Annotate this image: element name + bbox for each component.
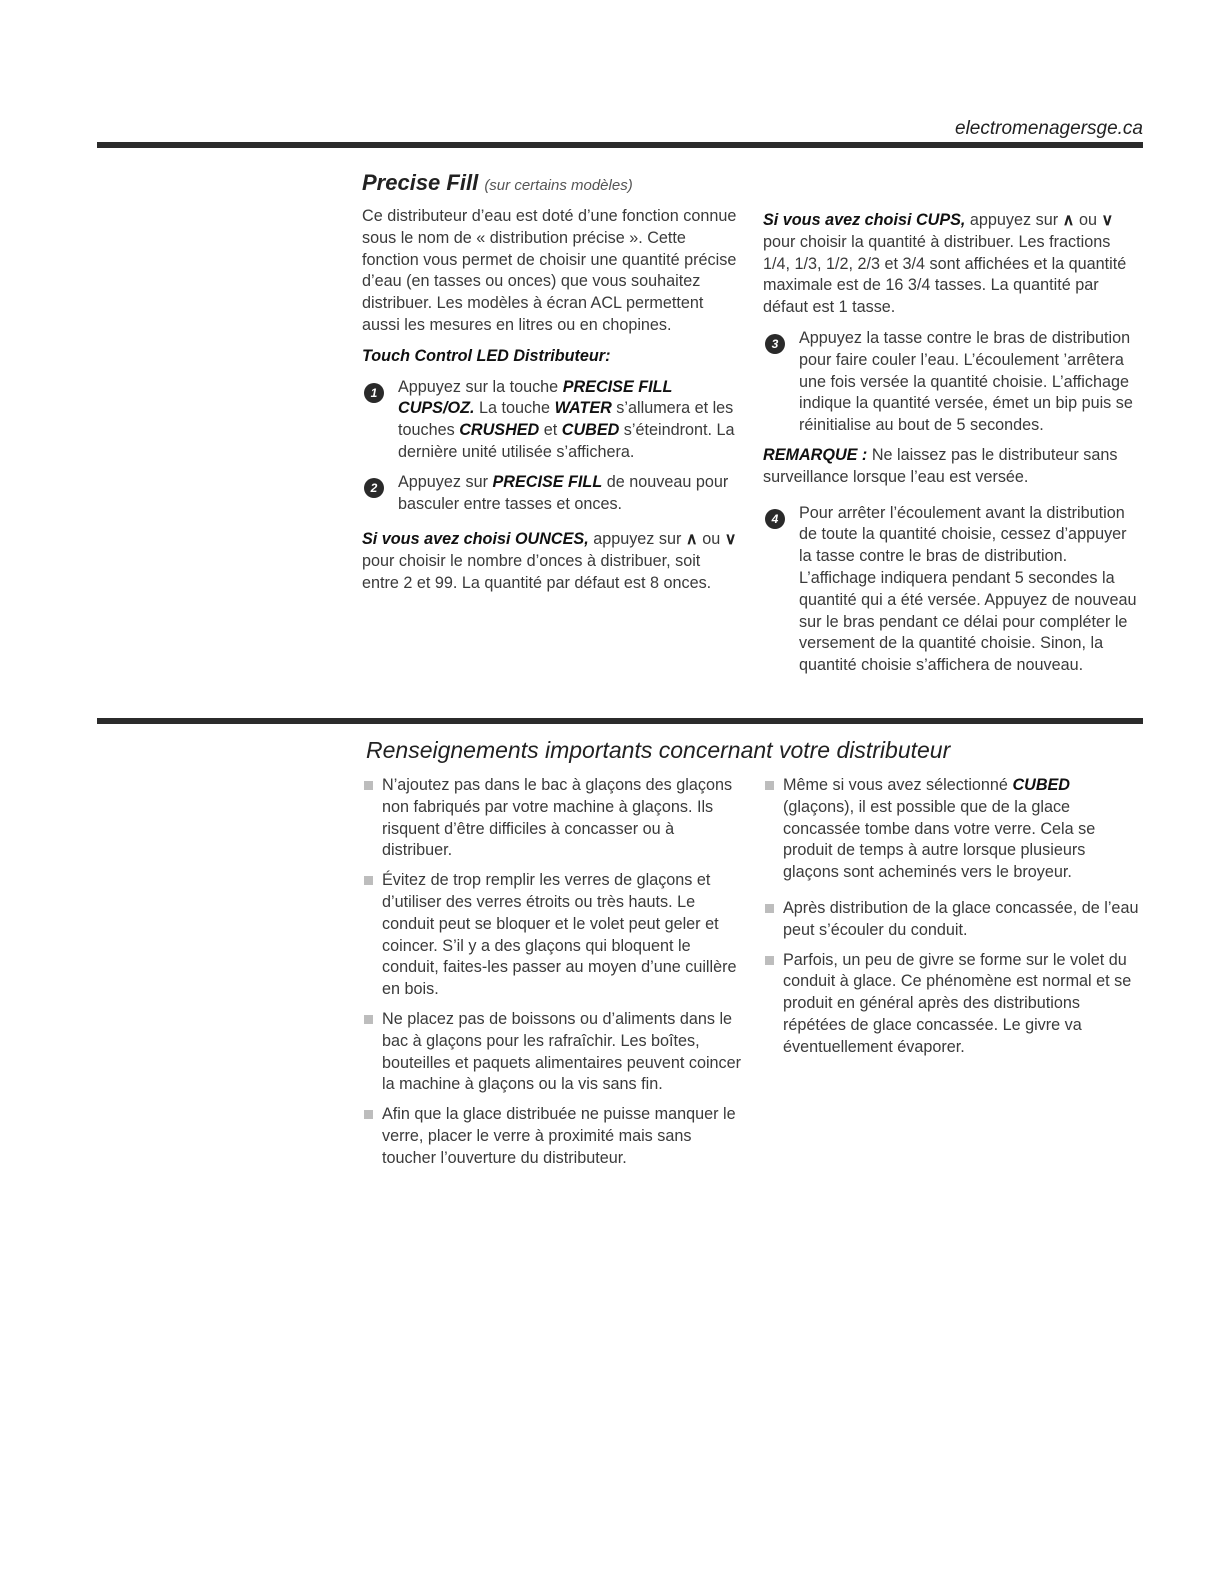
precise-fill-subtitle: (sur certains modèles) bbox=[484, 177, 633, 194]
list-item-text: Ne placez pas de boissons ou d’aliments dans le bac à glaçons pour les rafraîchir. Les boîtes, bouteilles et paquets alimentaires peuvent coincer la machine à glaçons ou la vis sans fin. bbox=[382, 1009, 742, 1094]
list-item bbox=[763, 950, 1141, 1059]
list-item-text: Parfois, un peu de givre se forme sur le volet du conduit à glace. Ce phénomène est normal et se produit en général après des distributions répétées de glace concassée. Le givre va éventuellement évaporer. bbox=[783, 950, 1132, 1056]
ounces-text: appuyez sur bbox=[588, 530, 686, 549]
site-url: electromenagersge.ca bbox=[955, 118, 1143, 139]
bullet-square-icon bbox=[765, 904, 774, 913]
step-2 bbox=[362, 472, 740, 516]
step-4 bbox=[763, 503, 1141, 677]
step-4-number-icon: 4 bbox=[765, 509, 785, 529]
list-item-text: (glaçons), il est possible que de la glace concassée tombe dans votre verre. Cela se produit de temps à autre lorsque plusieurs glaçons sont acheminés vers le broyeur. bbox=[783, 797, 1096, 882]
important-left-column bbox=[362, 775, 742, 1178]
cups-text: appuyez sur bbox=[965, 211, 1063, 229]
down-arrow-icon: ∨ bbox=[724, 530, 737, 549]
remark-label: REMARQUE : bbox=[763, 445, 868, 464]
step-2-text: de nouveau pour basculer entre tasses et onces. bbox=[398, 472, 729, 513]
ounces-text: pour choisir le nombre d’onces à distribuer, soit entre 2 et 99. La quantité par défaut est 8 onces. bbox=[362, 552, 712, 592]
step-1-text: s’éteindront. La dernière unité utilisée s’affichera. bbox=[398, 421, 735, 461]
cups-paragraph bbox=[763, 210, 1141, 319]
precise-fill-title: Precise Fill bbox=[362, 170, 479, 195]
step-4-text: Pour arrêter l’écoulement avant la distribution de toute la quantité choisie, cessez d’appuyer la tasse contre le bras de distribution. L’affichage indiquera pendant 5 secondes la quantité qui a été versée. Appuyez de nouveau sur le bras pendant ce délai pour compléter le versement de la quantité choisie. Sinon, la quantité choisie s’affichera de nouveau. bbox=[799, 503, 1137, 675]
important-right-column bbox=[763, 775, 1141, 1067]
step-2-number-icon: 2 bbox=[364, 478, 384, 498]
bullet-square-icon bbox=[364, 1110, 373, 1119]
step-1 bbox=[362, 377, 740, 464]
ounces-paragraph bbox=[362, 529, 740, 594]
key-cubed: CUBED bbox=[1012, 776, 1070, 794]
cups-lead: Si vous avez choisi CUPS, bbox=[763, 211, 966, 229]
step-3-text: Appuyez la tasse contre le bras de distribution pour faire couler l’eau. L’écoulement ’arrêtera une fois versée la quantité choisie. L’affichage indique la quantité versée, émet un bip puis se réinitialise au bout de 5 secondes. bbox=[799, 328, 1133, 435]
bullet-square-icon bbox=[765, 781, 774, 790]
key-crushed: CRUSHED bbox=[459, 421, 540, 440]
step-3 bbox=[763, 328, 1141, 437]
remark-paragraph bbox=[763, 445, 1141, 489]
bullet-square-icon bbox=[364, 1015, 373, 1024]
step-1-text: s’allumera et les touches bbox=[398, 399, 734, 440]
precise-fill-intro: Ce distributeur d’eau est doté d’une fonction connue sous le nom de « distribution précise ». Cette fonction vous permet de choisir une quantité précise d’eau (en tasses ou onces) que vous souhaitez distribuer. Les modèles à écran ACL permettent aussi les mesures en litres ou en chopines. bbox=[362, 207, 737, 334]
list-item bbox=[362, 870, 742, 1001]
step-1-text: La touche bbox=[474, 399, 555, 418]
list-item bbox=[362, 1104, 742, 1169]
cups-text: pour choisir la quantité à distribuer. Les fractions 1/4, 1/3, 1/2, 2/3 et 3/4 sont affichées et la quantité maximale est de 16 3/4 tasses. La quantité par défaut est 1 tasse. bbox=[763, 232, 1127, 317]
list-item-text: N’ajoutez pas dans le bac à glaçons des glaçons non fabriqués par votre machine à glaçons. Ils risquent d’être difficiles à concasser ou à distribuer. bbox=[382, 776, 733, 860]
list-item bbox=[362, 775, 742, 862]
step-1-text: Appuyez sur la touche bbox=[398, 377, 563, 396]
step-1-number-icon: 1 bbox=[364, 383, 384, 403]
list-item-text: Après distribution de la glace concassée, de l’eau peut s’écouler du conduit. bbox=[783, 898, 1139, 939]
key-precise-fill: PRECISE FILL bbox=[492, 472, 603, 491]
list-item-text: Évitez de trop remplir les verres de glaçons et d’utiliser des verres étroits ou très hauts. Le conduit peut se bloquer et le volet peut geler et coincer. S’il y a des glaçons qui bloquent le conduit, faites-les passer au moyen d’une cuillère en bois. bbox=[382, 871, 737, 999]
important-info-heading: Renseignements importants concernant votre distributeur bbox=[366, 737, 951, 763]
step-2-text: Appuyez sur bbox=[398, 472, 493, 491]
bullet-square-icon bbox=[765, 956, 774, 965]
up-arrow-icon: ∧ bbox=[685, 530, 698, 549]
ounces-text: ou bbox=[697, 530, 725, 549]
step-1-text: et bbox=[539, 421, 562, 440]
ounces-lead: Si vous avez choisi OUNCES, bbox=[362, 530, 589, 549]
cups-text: ou bbox=[1074, 211, 1102, 229]
precise-fill-heading bbox=[362, 170, 633, 196]
list-item bbox=[362, 1009, 742, 1096]
list-item-text: Afin que la glace distribuée ne puisse manquer le verre, placer le verre à proximité mais sans toucher l’ouverture du distributeur. bbox=[382, 1105, 736, 1167]
top-divider bbox=[97, 142, 1143, 148]
down-arrow-icon: ∨ bbox=[1101, 211, 1114, 229]
list-item-text: Même si vous avez sélectionné bbox=[783, 776, 1013, 794]
section-divider bbox=[97, 718, 1143, 724]
key-cubed: CUBED bbox=[561, 421, 620, 440]
touch-control-heading: Touch Control LED Distributeur: bbox=[362, 346, 611, 365]
list-item bbox=[763, 898, 1141, 942]
bullet-square-icon bbox=[364, 781, 373, 790]
remark-text: Ne laissez pas le distributeur sans surveillance lorsque l’eau est versée. bbox=[763, 445, 1118, 486]
key-precise-fill-cups-oz: PRECISE FILL CUPS/OZ. bbox=[398, 377, 673, 418]
up-arrow-icon: ∧ bbox=[1062, 211, 1075, 229]
step-3-number-icon: 3 bbox=[765, 334, 785, 354]
list-item bbox=[763, 775, 1141, 884]
key-water: WATER bbox=[554, 399, 612, 418]
precise-fill-right-column bbox=[763, 210, 1141, 685]
bullet-square-icon bbox=[364, 876, 373, 885]
precise-fill-left-column bbox=[362, 206, 740, 604]
